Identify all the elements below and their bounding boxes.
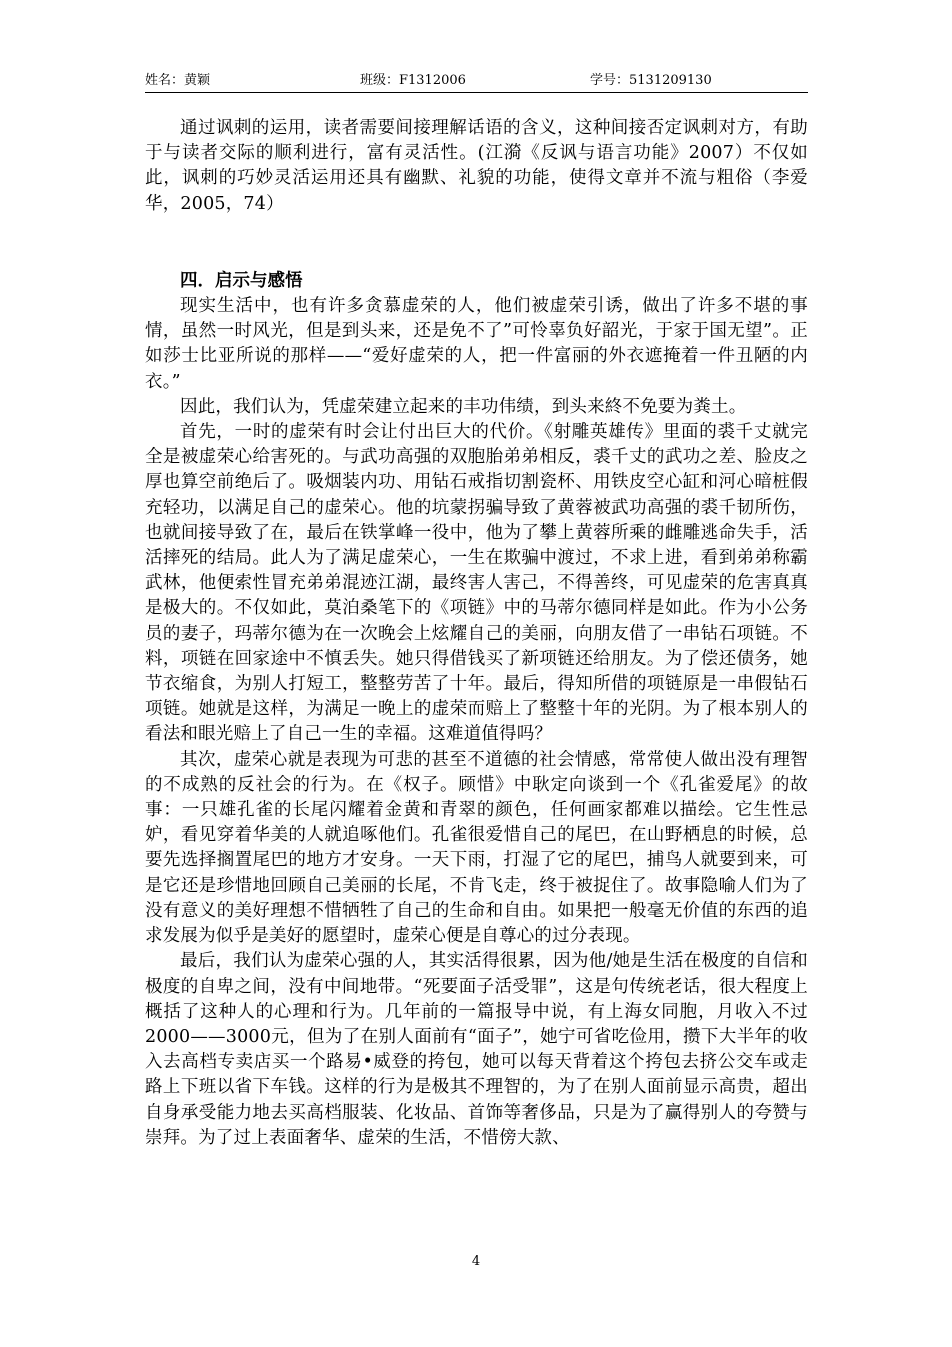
student-name: 姓名：黄颖 [145,73,211,88]
page-number: 4 [471,1254,481,1269]
body-paragraph: 其次，虚荣心就是表现为可悲的甚至不道德的社会情感，常常使人做出没有理智的不成熟的反社会的行为。在《权子。顾惜》中耿定向谈到一个《孔雀爱尾》的故事：一只雄孔雀的长尾闪耀着金黄和青翠的颜色，任何画家都难以描绘。它生性忌妒，看见穿着华美的人就追啄他们。孔雀很爱惜自己的尾巴，在山野栖息的时候，总要先选择搁置尾巴的地方才安身。一天下雨，打湿了它的尾巴，捕鸟人就要到来，可是它还是珍惜地回顾自己美丽的长尾，不肯飞走，终于被捉住了。故事隐喻人们为了没有意义的美好理想不惜牺牲了自己的生命和自由。如果把一般毫无价值的东西的追求发展为似乎是美好的愿望时，虚荣心便是自尊心的过分表现。 [145,749,808,947]
document-body [145,116,808,1151]
body-paragraph: 最后，我们认为虚荣心强的人，其实活得很累，因为他/她是生活在极度的自信和极度的自卑之间，没有中间地带。“死要面子活受罪”，这是句传统老话，很大程度上概括了这种人的心理和行为。几年前的一篇报导中说，有上海女同胞，月收入不过2000——3000元，但为了在别人面前有“面子”，她宁可省吃俭用，攒下大半年的收入去高档专卖店买一个路易•威登的挎包，她可以每天背着这个挎包去挤公交车或走路上下班以省下车钱。这样的行为是极其不理智的，为了在别人面前显示高贵，超出自身承受能力地去买高档服装、化妆品、首饰等奢侈品，只是为了赢得别人的夸赞与崇拜。为了过上表面奢华、虚荣的生活，不惜傍大款、 [145,951,808,1148]
body-paragraph: 现实生活中，也有许多贪慕虚荣的人，他们被虚荣引诱，做出了许多不堪的事情，虽然一时风光，但是到头来，还是免不了”可怜辜负好韶光，于家于国无望”。正如莎士比亚所说的那样——“爱好虚荣的人，把一件富丽的外衣遮掩着一件丑陋的内衣。” [145,296,808,392]
section-spacer [145,217,808,269]
page-header [145,70,808,93]
intro-paragraph: 通过讽刺的运用，读者需要间接理解话语的含义，这种间接否定讽刺对方，有助于与读者交际的顺利进行，富有灵活性。(江漪《反讽与语言功能》2007）不仅如此，讽刺的巧妙灵活运用还具有幽默、礼貌的功能，使得文章并不流与粗俗（李爱华，2005，74） [145,118,808,214]
student-id: 学号：5131209130 [590,73,712,88]
section-title: 四．启示与感悟 [180,270,303,291]
body-paragraph: 因此，我们认为，凭虚荣建立起来的丰功伟绩，到头来終不免要为粪土。 [180,396,747,417]
body-paragraph: 首先，一时的虚荣有时会让付出巨大的代价。《射雕英雄传》里面的裘千丈就完全是被虚荣心给害死的。与武功高强的双胞胎弟弟相反，裘千丈的武功之差、脸皮之厚也算空前绝后了。吸烟装内功、用钻石戒指切割瓷杯、用铁皮空心缸和河心暗桩假充轻功，以满足自己的虚荣心。他的坑蒙拐骗导致了黄蓉被武功高强的裘千韧所伤，也就间接导致了在，最后在铁掌峰一役中，他为了攀上黄蓉所乘的雌雕逃命失手，活活摔死的结局。此人为了满足虚荣心，一生在欺骗中渡过，不求上进，看到弟弟称霸武林，他便索性冒充弟弟混迹江湖，最终害人害己，不得善终，可见虚荣的危害真真是极大的。不仅如此，莫泊桑笔下的《项链》中的马蒂尔德同样是如此。作为小公务员的妻子，玛蒂尔德为在一次晚会上炫耀自己的美丽，向朋友借了一串钻石项链。不料，项链在回家途中不慎丢失。她只得借钱买了新项链还给朋友。为了偿还债务，她节衣缩食，为别人打短工，整整劳苦了十年。最后，得知所借的项链原是一串假钻石项链。她就是这样，为满足一晚上的虚荣而赔上了整整十年的光阴。为了根本别人的看法和眼光赔上了自己一生的幸福。这难道值得吗？ [145,422,808,745]
student-class: 班级：F1312006 [360,73,466,88]
